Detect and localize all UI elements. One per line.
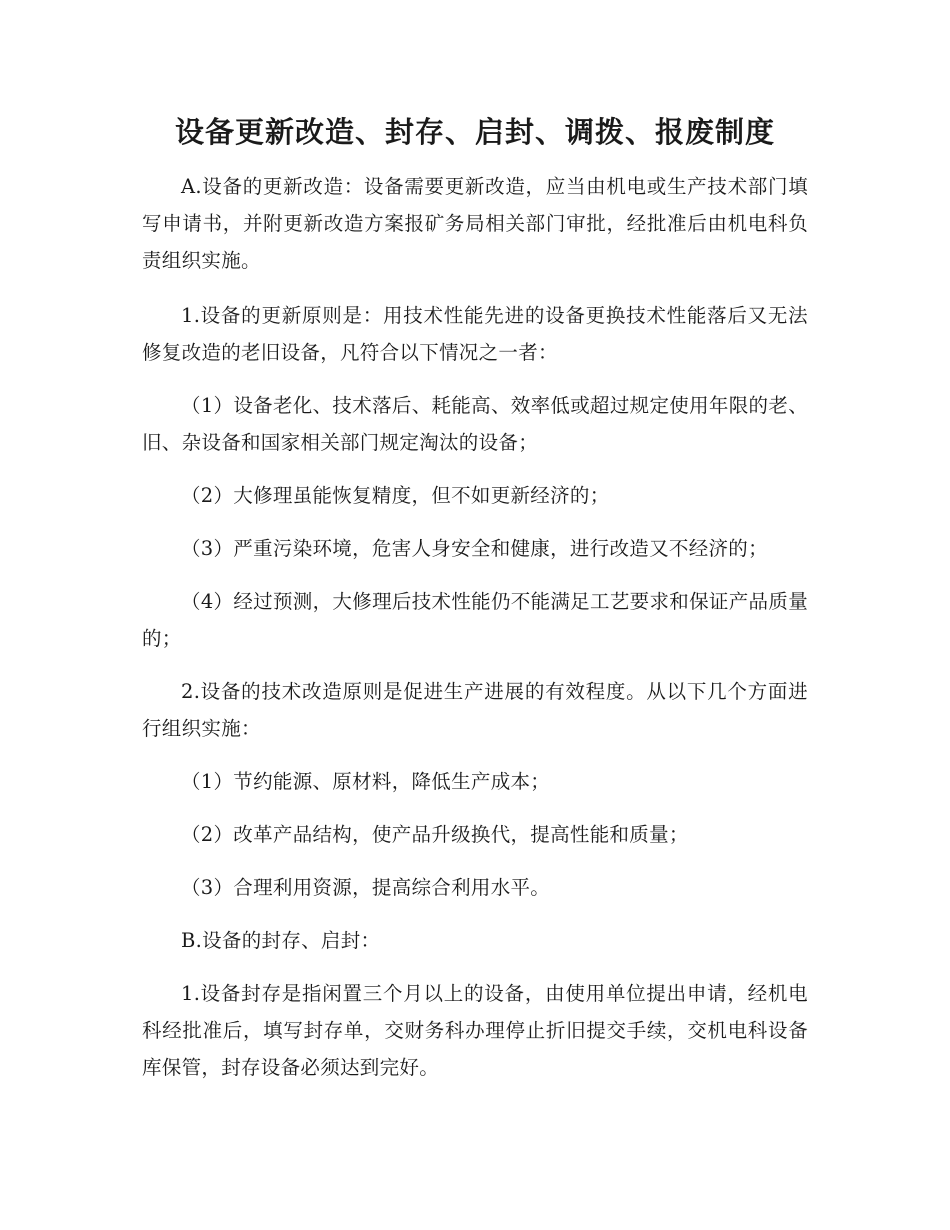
paragraph-item: （2）大修理虽能恢复精度，但不如更新经济的； [181, 484, 610, 507]
paragraph-renewal-principle: 1.设备的更新原则是：用技术性能先进的设备更换技术性能落后又无法修复改造的老旧设备，凡符合以下情况之一者： [142, 304, 808, 364]
paragraph-item: （2）改革产品结构，使产品升级换代，提高性能和质量； [181, 823, 689, 846]
paragraph-item: （1）节约能源、原材料，降低生产成本； [181, 770, 551, 793]
paragraph-item: （1）设备老化、技术落后、耗能高、效率低或超过规定使用年限的老、旧、杂设备和国家相关部门规定淘汰的设备； [142, 394, 808, 454]
paragraph-section-b: B.设备的封存、启封： [181, 929, 381, 952]
document-page [142, 110, 808, 1102]
paragraph-item: （4）经过预测，大修理后技术性能仍不能满足工艺要求和保证产品质量的； [142, 590, 808, 650]
paragraph-item: （3）合理利用资源，提高综合利用水平。 [181, 876, 551, 899]
paragraph-reform-principle: 2.设备的技术改造原则是促进生产进展的有效程度。从以下几个方面进行组织实施： [142, 680, 808, 740]
paragraph-sealing-rule: 1.设备封存是指闲置三个月以上的设备，由使用单位提出申请，经机电科经批准后，填写封存单，交财务科办理停止折旧提交手续，交机电科设备库保管，封存设备必须达到完好。 [142, 982, 808, 1079]
paragraph-section-a: A.设备的更新改造：设备需要更新改造，应当由机电或生产技术部门填写申请书，并附更新改造方案报矿务局相关部门审批，经批准后由机电科负责组织实施。 [142, 175, 808, 272]
document-title: 设备更新改造、封存、启封、调拨、报废制度 [174, 115, 775, 149]
paragraph-item: （3）严重污染环境，危害人身安全和健康，进行改造又不经济的； [181, 537, 768, 560]
